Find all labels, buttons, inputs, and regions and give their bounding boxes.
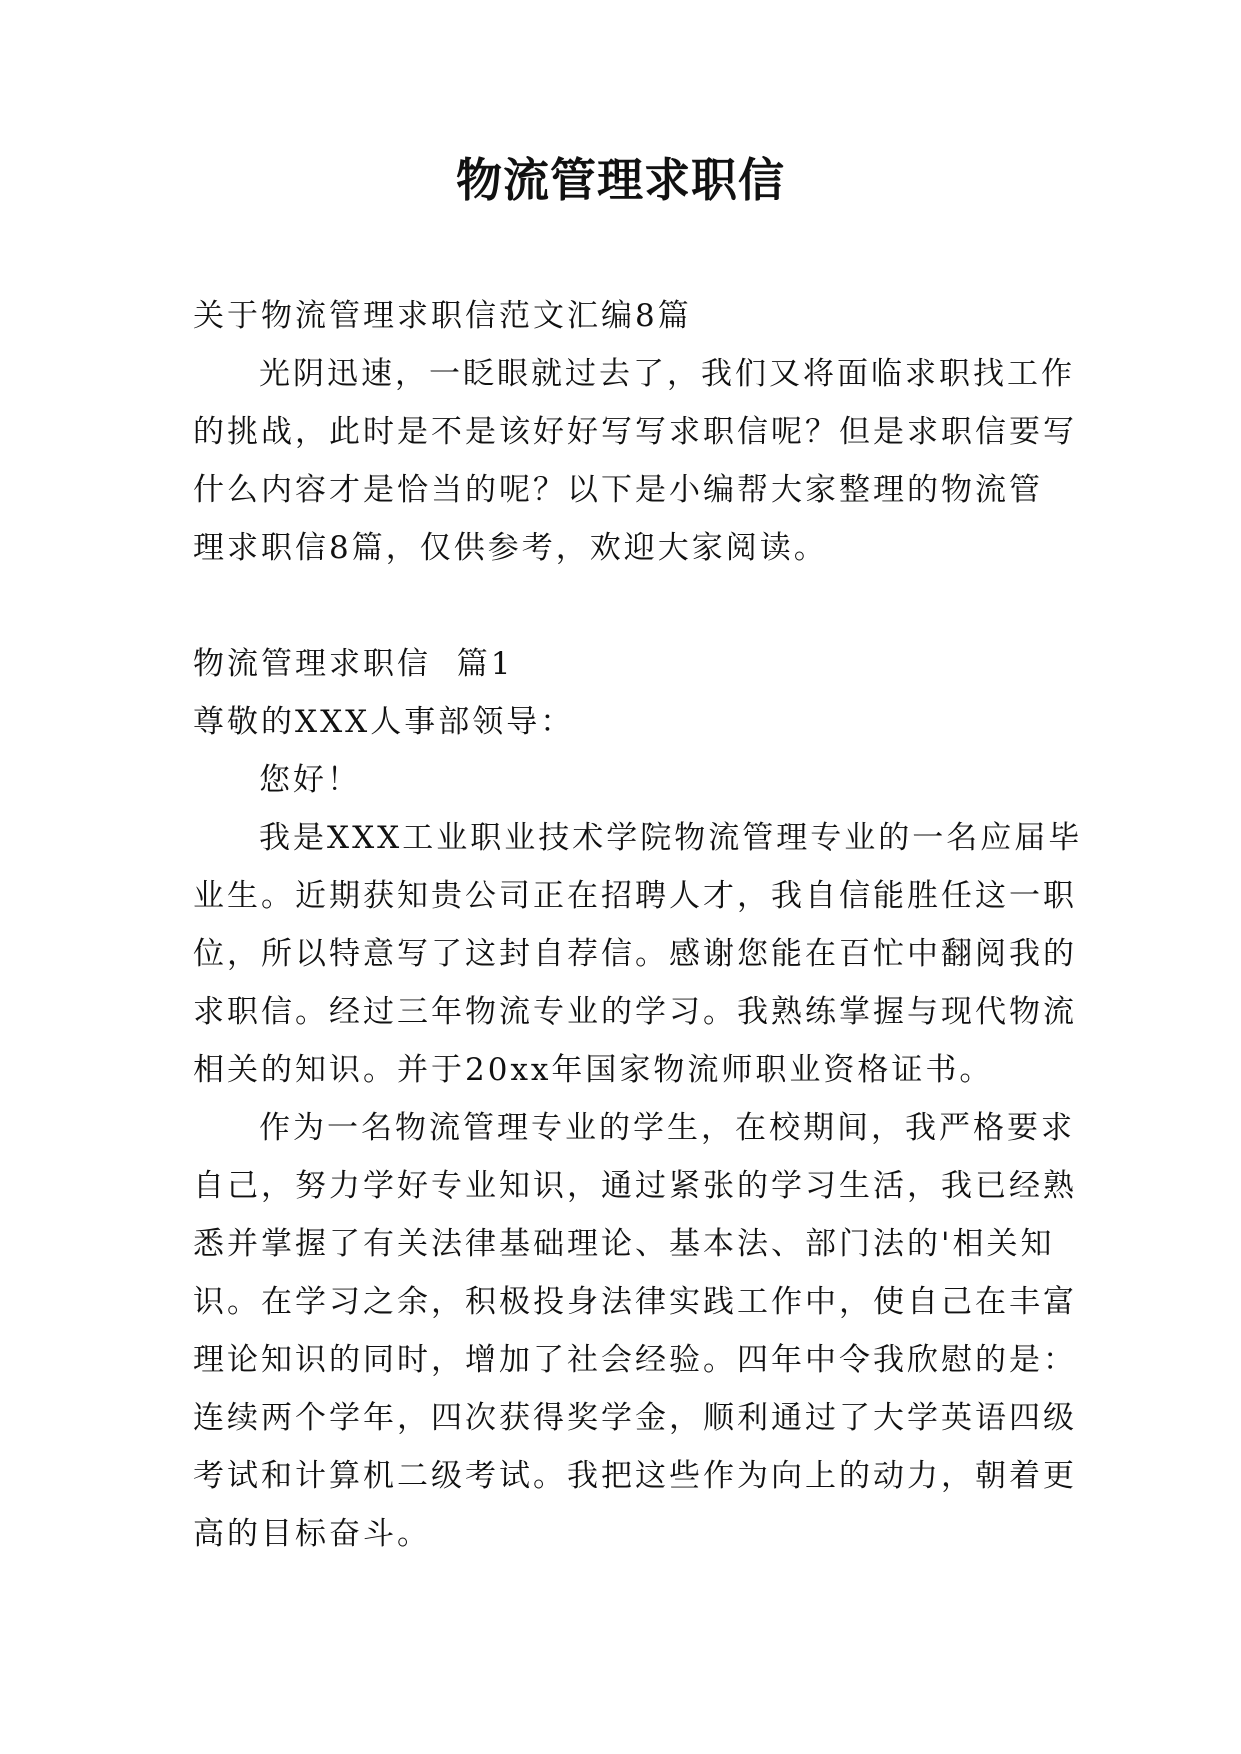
paragraph-line: 作为一名物流管理专业的学生，在校期间，我严格要求 [259, 1110, 1075, 1146]
section-heading: 物流管理求职信 篇1 [193, 646, 514, 682]
paragraph-line: 连续两个学年，四次获得奖学金，顺利通过了大学英语四级 [193, 1400, 1077, 1436]
spacer [193, 577, 1063, 635]
paragraph-line: 业生。近期获知贵公司正在招聘人才，我自信能胜任这一职 [193, 878, 1077, 914]
intro-line: 理求职信8篇，仅供参考，欢迎大家阅读。 [193, 530, 828, 566]
letter-greeting: 您好！ [259, 762, 361, 798]
intro-line: 什么内容才是恰当的呢？以下是小编帮大家整理的物流管 [193, 472, 1043, 508]
paragraph-line: 自己，努力学好专业知识，通过紧张的学习生活，我已经熟 [193, 1168, 1077, 1204]
intro-line: 光阴迅速，一眨眼就过去了，我们又将面临求职找工作 [259, 356, 1075, 392]
letter-paragraph-1 [193, 809, 1083, 1099]
paragraph-line: 识。在学习之余，积极投身法律实践工作中，使自己在丰富 [193, 1284, 1077, 1320]
paragraph-line: 高的目标奋斗。 [193, 1516, 431, 1552]
paragraph-line: 悉并掌握了有关法律基础理论、基本法、部门法的'相关知 [193, 1226, 1055, 1262]
paragraph-line: 相关的知识。并于20xx年国家物流师职业资格证书。 [193, 1052, 994, 1088]
paragraph-line: 求职信。经过三年物流专业的学习。我熟练掌握与现代物流 [193, 994, 1077, 1030]
paragraph-line: 理论知识的同时，增加了社会经验。四年中令我欣慰的是： [193, 1342, 1077, 1378]
intro-paragraph [193, 345, 1077, 577]
intro-line: 的挑战，此时是不是该好好写写求职信呢？但是求职信要写 [193, 414, 1077, 450]
document-subtitle: 关于物流管理求职信范文汇编8篇 [193, 298, 692, 334]
paragraph-line: 位，所以特意写了这封自荐信。感谢您能在百忙中翻阅我的 [193, 936, 1077, 972]
document-body [193, 287, 1083, 1563]
paragraph-line: 我是XXX工业职业技术学院物流管理专业的一名应届毕 [259, 820, 1083, 856]
document-title: 物流管理求职信 [456, 153, 785, 207]
letter-paragraph-2 [193, 1099, 1077, 1563]
paragraph-line: 考试和计算机二级考试。我把这些作为向上的动力，朝着更 [193, 1458, 1077, 1494]
letter-salutation: 尊敬的XXX人事部领导： [193, 704, 575, 740]
